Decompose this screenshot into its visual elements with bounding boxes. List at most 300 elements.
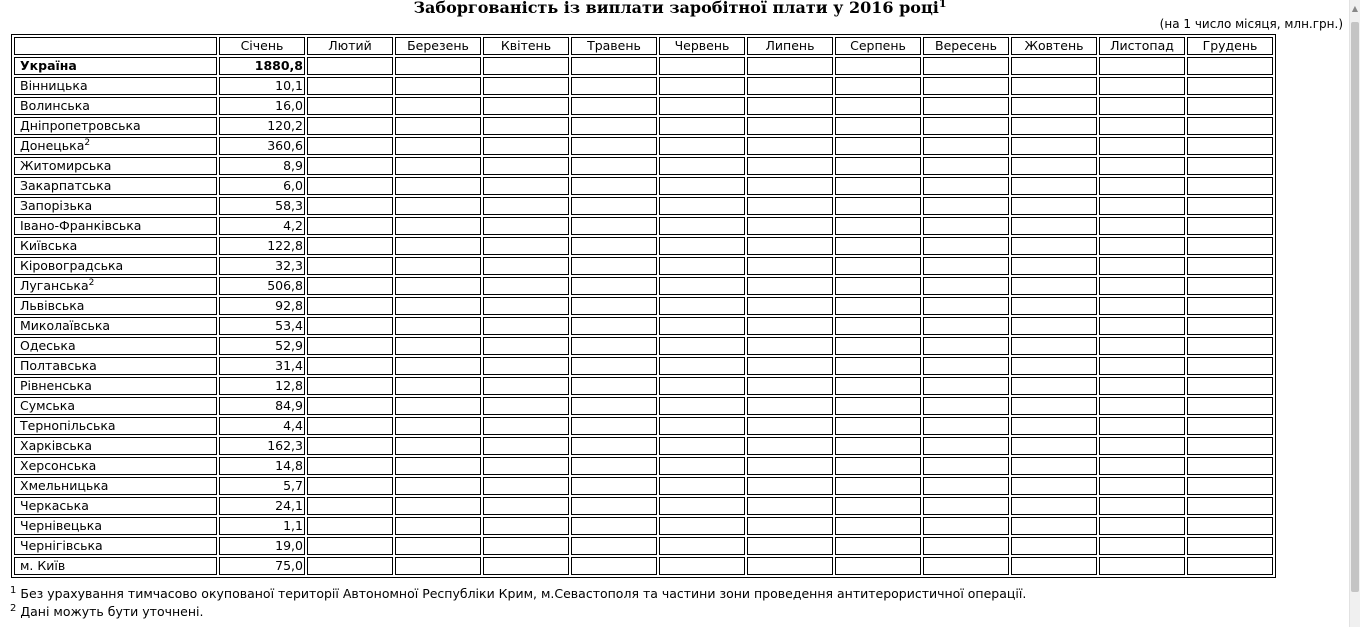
- january-value-cell: 10,1: [219, 77, 305, 95]
- empty-month-cell: [923, 177, 1009, 195]
- empty-month-cell: [835, 437, 921, 455]
- empty-month-cell: [1099, 417, 1185, 435]
- table-row: [14, 77, 1273, 95]
- region-name: Чернівецька: [20, 518, 102, 533]
- january-value-cell: 4,2: [219, 217, 305, 235]
- empty-month-cell: [1099, 477, 1185, 495]
- january-value-cell: 5,7: [219, 477, 305, 495]
- empty-month-cell: [1187, 97, 1273, 115]
- empty-month-cell: [747, 437, 833, 455]
- month-header: Червень: [659, 37, 745, 55]
- empty-month-cell: [1099, 157, 1185, 175]
- empty-month-cell: [835, 557, 921, 575]
- empty-month-cell: [571, 517, 657, 535]
- empty-month-cell: [1099, 177, 1185, 195]
- empty-month-cell: [1187, 437, 1273, 455]
- empty-month-cell: [1187, 217, 1273, 235]
- empty-month-cell: [395, 317, 481, 335]
- empty-month-cell: [395, 537, 481, 555]
- empty-month-cell: [659, 137, 745, 155]
- empty-month-cell: [835, 517, 921, 535]
- empty-month-cell: [747, 257, 833, 275]
- empty-month-cell: [1187, 257, 1273, 275]
- region-name: Хмельницька: [20, 478, 109, 493]
- empty-month-cell: [483, 317, 569, 335]
- empty-month-cell: [1187, 537, 1273, 555]
- empty-month-cell: [483, 177, 569, 195]
- empty-month-cell: [1099, 197, 1185, 215]
- empty-month-cell: [835, 77, 921, 95]
- empty-month-cell: [483, 277, 569, 295]
- region-cell: [14, 437, 217, 455]
- empty-month-cell: [395, 217, 481, 235]
- empty-month-cell: [1011, 137, 1097, 155]
- empty-month-cell: [395, 437, 481, 455]
- empty-month-cell: [1099, 97, 1185, 115]
- title-text: Заборгованість із виплати заробітної плати у 2016 році: [413, 0, 939, 17]
- empty-month-cell: [571, 397, 657, 415]
- empty-month-cell: [659, 197, 745, 215]
- empty-month-cell: [307, 477, 393, 495]
- region-name: Чернігівська: [20, 538, 103, 553]
- empty-month-cell: [1099, 317, 1185, 335]
- region-cell: [14, 277, 217, 295]
- empty-month-cell: [307, 557, 393, 575]
- empty-month-cell: [1011, 417, 1097, 435]
- empty-month-cell: [395, 357, 481, 375]
- empty-month-cell: [1011, 197, 1097, 215]
- region-name: Запорізька: [20, 198, 93, 213]
- empty-month-cell: [483, 517, 569, 535]
- empty-month-cell: [483, 77, 569, 95]
- empty-month-cell: [1187, 397, 1273, 415]
- empty-month-cell: [307, 517, 393, 535]
- empty-month-cell: [1011, 437, 1097, 455]
- empty-month-cell: [747, 217, 833, 235]
- table-row: [14, 497, 1273, 515]
- empty-month-cell: [1011, 477, 1097, 495]
- empty-month-cell: [659, 517, 745, 535]
- table-body: [14, 57, 1273, 575]
- footnote-text: Без урахування тимчасово окупованої території Автономної Республіки Крим, м.Севастополя та частини зони проведення антитерористичної операції.: [20, 586, 1027, 601]
- empty-month-cell: [747, 317, 833, 335]
- empty-month-cell: [835, 317, 921, 335]
- january-value-cell: 12,8: [219, 377, 305, 395]
- empty-month-cell: [1011, 517, 1097, 535]
- empty-month-cell: [1187, 57, 1273, 75]
- empty-month-cell: [571, 537, 657, 555]
- january-value-cell: 4,4: [219, 417, 305, 435]
- empty-month-cell: [747, 497, 833, 515]
- empty-month-cell: [483, 157, 569, 175]
- empty-month-cell: [659, 397, 745, 415]
- empty-month-cell: [483, 417, 569, 435]
- empty-month-cell: [483, 197, 569, 215]
- table-row: [14, 177, 1273, 195]
- empty-month-cell: [395, 457, 481, 475]
- empty-month-cell: [1011, 357, 1097, 375]
- empty-month-cell: [307, 377, 393, 395]
- empty-month-cell: [835, 337, 921, 355]
- empty-month-cell: [395, 497, 481, 515]
- title-footnote-mark: 1: [938, 0, 947, 10]
- empty-month-cell: [483, 377, 569, 395]
- scrollbar-thumb[interactable]: [1351, 22, 1359, 592]
- empty-month-cell: [1011, 337, 1097, 355]
- empty-month-cell: [1187, 77, 1273, 95]
- region-cell: [14, 217, 217, 235]
- empty-month-cell: [659, 97, 745, 115]
- empty-month-cell: [659, 117, 745, 135]
- region-cell: [14, 477, 217, 495]
- empty-month-cell: [1099, 77, 1185, 95]
- empty-month-cell: [571, 157, 657, 175]
- empty-month-cell: [747, 277, 833, 295]
- month-header: Липень: [747, 37, 833, 55]
- month-header: Вересень: [923, 37, 1009, 55]
- empty-month-cell: [1187, 497, 1273, 515]
- empty-month-cell: [1187, 317, 1273, 335]
- month-header: Жовтень: [1011, 37, 1097, 55]
- empty-month-cell: [747, 137, 833, 155]
- empty-month-cell: [483, 537, 569, 555]
- january-value-cell: 24,1: [219, 497, 305, 515]
- empty-month-cell: [571, 237, 657, 255]
- empty-month-cell: [1187, 177, 1273, 195]
- empty-month-cell: [747, 417, 833, 435]
- empty-month-cell: [659, 477, 745, 495]
- empty-month-cell: [307, 137, 393, 155]
- empty-month-cell: [483, 557, 569, 575]
- empty-month-cell: [923, 497, 1009, 515]
- region-name: Івано-Франківська: [20, 218, 142, 233]
- region-cell: [14, 237, 217, 255]
- empty-month-cell: [747, 177, 833, 195]
- empty-month-cell: [923, 97, 1009, 115]
- empty-month-cell: [747, 157, 833, 175]
- footnote-mark: 2: [10, 603, 17, 614]
- empty-month-cell: [747, 457, 833, 475]
- empty-month-cell: [747, 477, 833, 495]
- empty-month-cell: [1099, 457, 1185, 475]
- empty-month-cell: [1011, 217, 1097, 235]
- empty-month-cell: [923, 477, 1009, 495]
- empty-month-cell: [1187, 517, 1273, 535]
- empty-month-cell: [923, 277, 1009, 295]
- empty-month-cell: [307, 297, 393, 315]
- empty-month-cell: [659, 437, 745, 455]
- region-footnote-mark: 2: [88, 278, 95, 288]
- empty-month-cell: [923, 77, 1009, 95]
- region-cell: [14, 177, 217, 195]
- empty-month-cell: [307, 337, 393, 355]
- empty-month-cell: [571, 137, 657, 155]
- empty-month-cell: [835, 57, 921, 75]
- region-cell: [14, 457, 217, 475]
- region-name: Миколаївська: [20, 318, 111, 333]
- empty-month-cell: [307, 177, 393, 195]
- january-value-cell: 506,8: [219, 277, 305, 295]
- region-name: м. Київ: [20, 558, 66, 573]
- empty-month-cell: [747, 237, 833, 255]
- month-header: Листопад: [1099, 37, 1185, 55]
- empty-month-cell: [923, 377, 1009, 395]
- table-row: [14, 137, 1273, 155]
- january-value-cell: 162,3: [219, 437, 305, 455]
- footnote-1: [10, 585, 1026, 603]
- region-cell: [14, 417, 217, 435]
- empty-month-cell: [571, 197, 657, 215]
- empty-month-cell: [571, 337, 657, 355]
- region-cell: [14, 337, 217, 355]
- region-cell: [14, 257, 217, 275]
- empty-month-cell: [835, 457, 921, 475]
- empty-month-cell: [307, 397, 393, 415]
- empty-month-cell: [747, 537, 833, 555]
- region-cell: [14, 317, 217, 335]
- vertical-scrollbar[interactable]: [1349, 0, 1360, 627]
- empty-month-cell: [1099, 117, 1185, 135]
- empty-month-cell: [571, 277, 657, 295]
- empty-month-cell: [923, 297, 1009, 315]
- table-row: [14, 537, 1273, 555]
- empty-month-cell: [747, 97, 833, 115]
- empty-month-cell: [483, 397, 569, 415]
- empty-month-cell: [1011, 97, 1097, 115]
- january-value-cell: 58,3: [219, 197, 305, 215]
- month-header: Січень: [219, 37, 305, 55]
- empty-month-cell: [307, 117, 393, 135]
- empty-month-cell: [307, 97, 393, 115]
- empty-month-cell: [395, 137, 481, 155]
- empty-month-cell: [923, 537, 1009, 555]
- empty-month-cell: [1099, 137, 1185, 155]
- empty-month-cell: [395, 117, 481, 135]
- empty-month-cell: [659, 57, 745, 75]
- empty-month-cell: [1187, 297, 1273, 315]
- region-cell: [14, 377, 217, 395]
- month-header: Квітень: [483, 37, 569, 55]
- empty-month-cell: [571, 477, 657, 495]
- empty-month-cell: [307, 57, 393, 75]
- empty-month-cell: [483, 337, 569, 355]
- empty-month-cell: [1187, 357, 1273, 375]
- empty-month-cell: [1099, 437, 1185, 455]
- region-name: Одеська: [20, 338, 76, 353]
- empty-month-cell: [571, 217, 657, 235]
- empty-month-cell: [1011, 117, 1097, 135]
- empty-month-cell: [483, 97, 569, 115]
- region-cell: [14, 77, 217, 95]
- header-corner: [14, 37, 217, 55]
- empty-month-cell: [395, 517, 481, 535]
- empty-month-cell: [1187, 457, 1273, 475]
- empty-month-cell: [659, 317, 745, 335]
- empty-month-cell: [1011, 497, 1097, 515]
- empty-month-cell: [835, 537, 921, 555]
- empty-month-cell: [571, 297, 657, 315]
- empty-month-cell: [571, 437, 657, 455]
- january-value-cell: 31,4: [219, 357, 305, 375]
- empty-month-cell: [571, 257, 657, 275]
- empty-month-cell: [571, 457, 657, 475]
- empty-month-cell: [747, 557, 833, 575]
- empty-month-cell: [659, 457, 745, 475]
- empty-month-cell: [1011, 557, 1097, 575]
- empty-month-cell: [1011, 157, 1097, 175]
- empty-month-cell: [1099, 357, 1185, 375]
- empty-month-cell: [483, 257, 569, 275]
- empty-month-cell: [835, 117, 921, 135]
- january-value-cell: 75,0: [219, 557, 305, 575]
- january-value-cell: 52,9: [219, 337, 305, 355]
- empty-month-cell: [835, 417, 921, 435]
- empty-month-cell: [571, 177, 657, 195]
- empty-month-cell: [1187, 137, 1273, 155]
- empty-month-cell: [1011, 257, 1097, 275]
- empty-month-cell: [923, 337, 1009, 355]
- empty-month-cell: [835, 257, 921, 275]
- empty-month-cell: [483, 57, 569, 75]
- footnote-mark: 1: [10, 585, 17, 596]
- region-name: Донецька: [20, 138, 85, 153]
- empty-month-cell: [1099, 237, 1185, 255]
- empty-month-cell: [307, 77, 393, 95]
- empty-month-cell: [923, 357, 1009, 375]
- january-value-cell: 92,8: [219, 297, 305, 315]
- empty-month-cell: [1011, 457, 1097, 475]
- month-header: Грудень: [1187, 37, 1273, 55]
- january-value-cell: 120,2: [219, 117, 305, 135]
- empty-month-cell: [835, 177, 921, 195]
- region-name: Рівненська: [20, 378, 92, 393]
- empty-month-cell: [923, 317, 1009, 335]
- empty-month-cell: [659, 417, 745, 435]
- empty-month-cell: [835, 377, 921, 395]
- empty-month-cell: [571, 377, 657, 395]
- empty-month-cell: [307, 537, 393, 555]
- table-row: [14, 317, 1273, 335]
- empty-month-cell: [395, 377, 481, 395]
- table-row: [14, 297, 1273, 315]
- empty-month-cell: [395, 97, 481, 115]
- empty-month-cell: [395, 557, 481, 575]
- empty-month-cell: [1187, 237, 1273, 255]
- empty-month-cell: [571, 417, 657, 435]
- empty-month-cell: [923, 517, 1009, 535]
- empty-month-cell: [659, 497, 745, 515]
- empty-month-cell: [835, 237, 921, 255]
- table-row: [14, 397, 1273, 415]
- region-cell: [14, 497, 217, 515]
- empty-month-cell: [307, 417, 393, 435]
- table-row: [14, 97, 1273, 115]
- empty-month-cell: [923, 237, 1009, 255]
- empty-month-cell: [483, 357, 569, 375]
- empty-month-cell: [923, 117, 1009, 135]
- empty-month-cell: [923, 157, 1009, 175]
- empty-month-cell: [659, 337, 745, 355]
- empty-month-cell: [747, 377, 833, 395]
- region-name: Волинська: [20, 98, 90, 113]
- empty-month-cell: [395, 77, 481, 95]
- january-value-cell: 84,9: [219, 397, 305, 415]
- month-header: Травень: [571, 37, 657, 55]
- month-header: Лютий: [307, 37, 393, 55]
- empty-month-cell: [1099, 217, 1185, 235]
- empty-month-cell: [483, 497, 569, 515]
- january-value-cell: 6,0: [219, 177, 305, 195]
- empty-month-cell: [1187, 377, 1273, 395]
- empty-month-cell: [835, 477, 921, 495]
- empty-month-cell: [395, 197, 481, 215]
- scroll-up-arrow-icon[interactable]: ▲: [1351, 4, 1359, 13]
- month-header: Серпень: [835, 37, 921, 55]
- empty-month-cell: [835, 397, 921, 415]
- january-value-cell: 32,3: [219, 257, 305, 275]
- empty-month-cell: [1011, 177, 1097, 195]
- empty-month-cell: [923, 417, 1009, 435]
- table-row: [14, 157, 1273, 175]
- empty-month-cell: [1011, 237, 1097, 255]
- empty-month-cell: [659, 237, 745, 255]
- empty-month-cell: [747, 117, 833, 135]
- table-row: [14, 117, 1273, 135]
- empty-month-cell: [1011, 297, 1097, 315]
- empty-month-cell: [1099, 57, 1185, 75]
- region-name: Дніпропетровська: [20, 118, 141, 133]
- empty-month-cell: [1099, 517, 1185, 535]
- empty-month-cell: [307, 237, 393, 255]
- region-name: Тернопільська: [20, 418, 116, 433]
- empty-month-cell: [659, 537, 745, 555]
- region-name: Львівська: [20, 298, 85, 313]
- empty-month-cell: [1187, 557, 1273, 575]
- empty-month-cell: [1187, 477, 1273, 495]
- empty-month-cell: [395, 237, 481, 255]
- empty-month-cell: [1187, 197, 1273, 215]
- empty-month-cell: [1011, 317, 1097, 335]
- table-row: [14, 417, 1273, 435]
- table-row: [14, 197, 1273, 215]
- empty-month-cell: [659, 557, 745, 575]
- empty-month-cell: [923, 257, 1009, 275]
- empty-month-cell: [571, 117, 657, 135]
- january-value-cell: 360,6: [219, 137, 305, 155]
- region-name: Кіровоградська: [20, 258, 124, 273]
- footnote-text: Дані можуть бути уточнені.: [20, 604, 204, 619]
- empty-month-cell: [1099, 497, 1185, 515]
- empty-month-cell: [395, 177, 481, 195]
- table-row: [14, 277, 1273, 295]
- region-cell: [14, 197, 217, 215]
- empty-month-cell: [395, 397, 481, 415]
- footnotes: [10, 585, 1026, 621]
- empty-month-cell: [835, 97, 921, 115]
- empty-month-cell: [395, 297, 481, 315]
- units-note: (на 1 число місяця, млн.грн.): [1159, 17, 1343, 31]
- empty-month-cell: [483, 117, 569, 135]
- empty-month-cell: [395, 277, 481, 295]
- empty-month-cell: [1099, 277, 1185, 295]
- page-title: [0, 0, 1360, 18]
- empty-month-cell: [395, 477, 481, 495]
- empty-month-cell: [835, 497, 921, 515]
- empty-month-cell: [659, 257, 745, 275]
- region-name: Луганська: [20, 278, 89, 293]
- empty-month-cell: [395, 157, 481, 175]
- january-value-cell: 19,0: [219, 537, 305, 555]
